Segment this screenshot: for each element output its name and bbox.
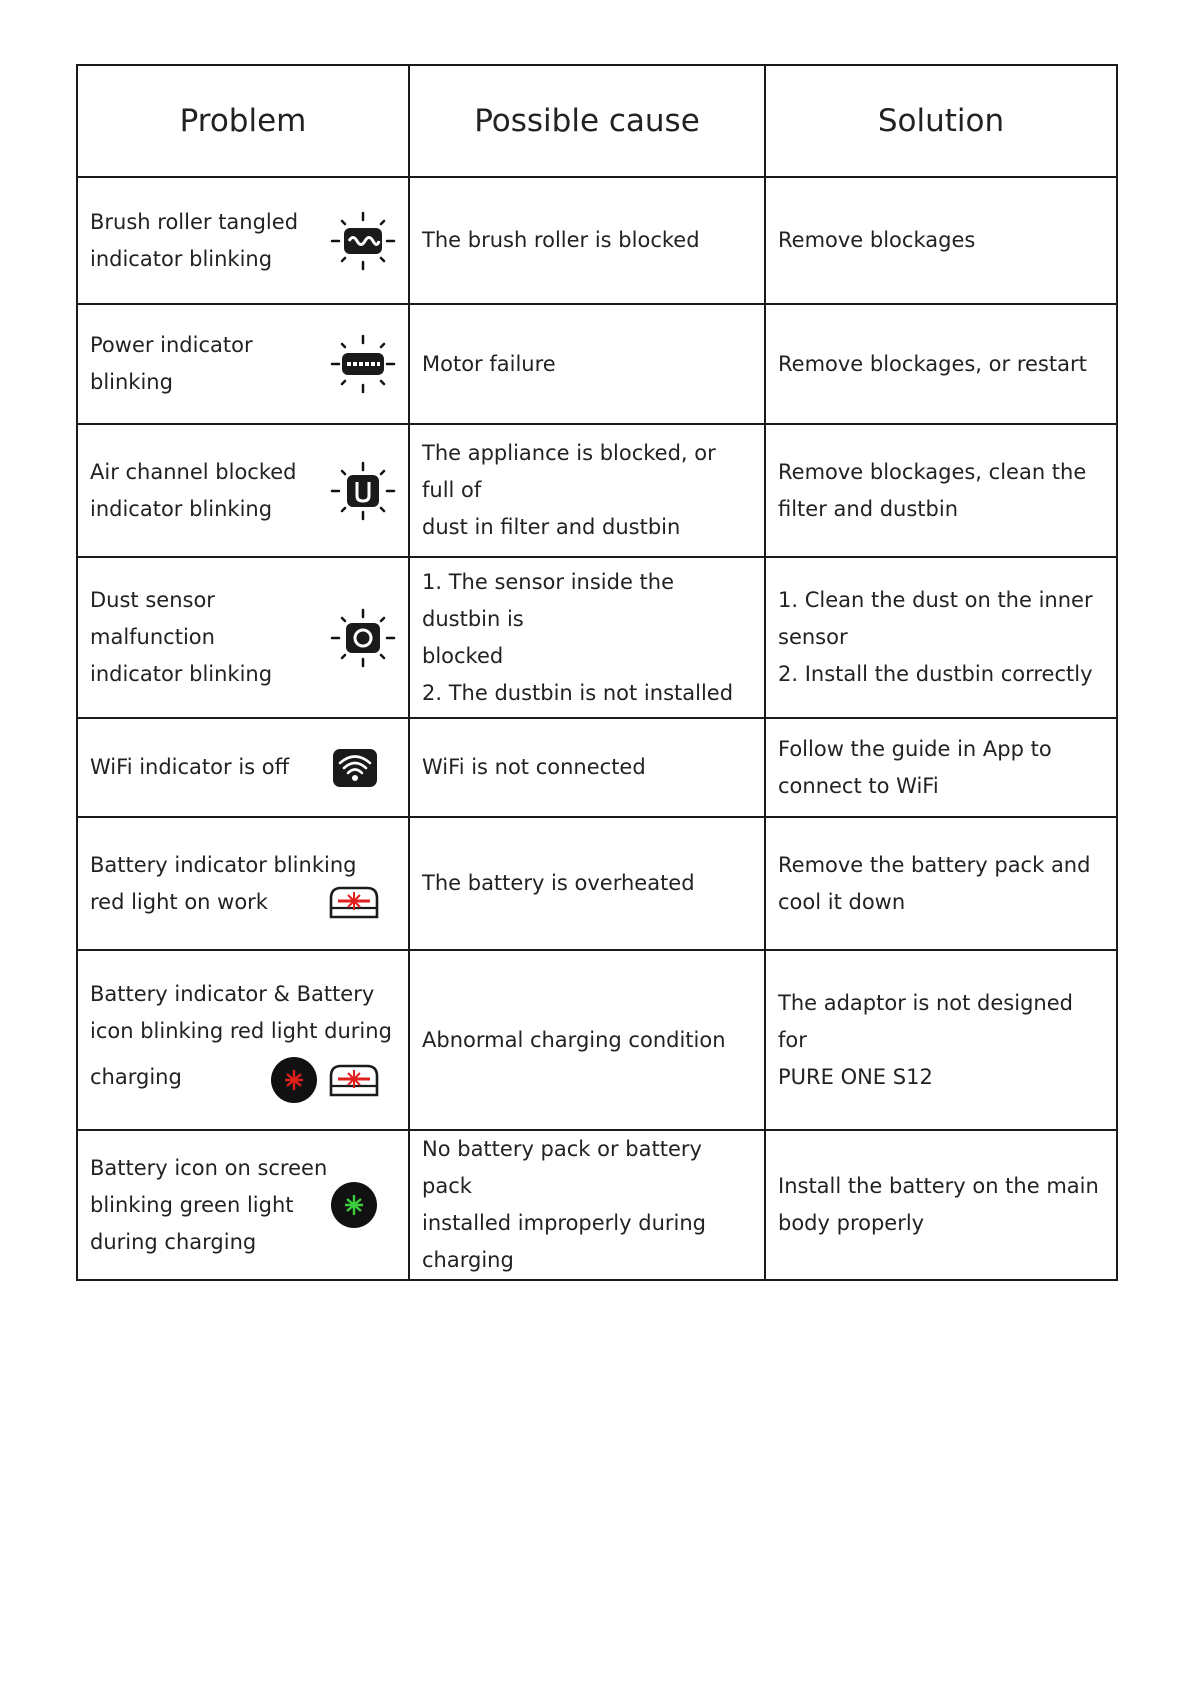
solution-cell [765, 1130, 1117, 1280]
cause-line: 1. The sensor inside the dustbin is [422, 569, 675, 631]
problem-line: WiFi indicator is off [90, 755, 290, 779]
table-row [77, 424, 1117, 557]
solution-cell [765, 557, 1117, 718]
solution-cell [765, 950, 1117, 1130]
solution-cell [765, 718, 1117, 817]
table-row [77, 1130, 1117, 1280]
problem-cell [77, 718, 409, 817]
cause-cell [409, 1130, 765, 1280]
table-row [77, 817, 1117, 950]
cause-line: 2. The dustbin is not installed [422, 680, 734, 705]
problem-cell [77, 950, 409, 1130]
cause-cell [409, 557, 765, 718]
problem-cell [77, 424, 409, 557]
solution-line: The adaptor is not designed for [778, 990, 1073, 1052]
screen-battery-red-icon [270, 1042, 318, 1104]
cause-line: dust in filter and dustbin [422, 515, 681, 539]
solution-line: connect to WiFi [778, 773, 939, 798]
solution-line: filter and dustbin [778, 496, 958, 521]
problem-line: Dust sensor malfunction [90, 588, 215, 649]
problem-line: red light on work [90, 889, 268, 914]
cause-line: The brush roller is blocked [422, 228, 700, 252]
cause-line: Motor failure [422, 351, 556, 376]
solution-cell [765, 817, 1117, 950]
solution-line: PURE ONE S12 [778, 1064, 933, 1089]
cause-cell [409, 424, 765, 557]
brush-roller-indicator-icon [330, 211, 396, 271]
solution-line: Install the battery on the main [778, 1174, 1099, 1198]
solution-cell [765, 424, 1117, 557]
header-possible-cause: Possible cause [409, 65, 765, 177]
solution-cell [765, 177, 1117, 304]
air-channel-indicator-icon [330, 461, 396, 521]
header-problem: Problem [77, 65, 409, 177]
cause-line: No battery pack or battery pack [422, 1137, 702, 1198]
power-indicator-icon [330, 334, 396, 394]
screen-battery-green-icon [330, 1181, 378, 1229]
solution-line: Follow the guide in App to [778, 736, 1052, 761]
cause-line: WiFi is not connected [422, 755, 646, 779]
cause-line: charging [422, 1248, 514, 1272]
problem-line: Power indicator [90, 333, 253, 357]
wifi-indicator-icon [332, 748, 378, 788]
cause-cell [409, 304, 765, 424]
solution-line: Remove blockages [778, 228, 976, 252]
cause-line: installed improperly during [422, 1211, 706, 1235]
problem-cell [77, 304, 409, 424]
cause-line: blocked [422, 643, 504, 668]
solution-line: cool it down [778, 889, 906, 914]
solution-line: body properly [778, 1211, 925, 1235]
problem-line: charging [90, 1064, 182, 1089]
problem-line: Brush roller tangled [90, 209, 299, 234]
cause-line: The appliance is blocked, or full of [422, 441, 716, 502]
table-row [77, 950, 1117, 1130]
table-row [77, 718, 1117, 817]
battery-indicator-red-icon [328, 884, 380, 920]
problem-line: Air channel blocked [90, 459, 297, 484]
solution-line: 2. Install the dustbin correctly [778, 662, 1093, 686]
problem-cell [77, 557, 409, 718]
problem-line: Battery icon on screen [90, 1155, 328, 1180]
cause-cell [409, 950, 765, 1130]
troubleshooting-table [76, 64, 1118, 1281]
cause-cell [409, 177, 765, 304]
solution-line: Remove the battery pack and [778, 852, 1091, 877]
problem-line: indicator blinking [90, 662, 273, 686]
table-row [77, 557, 1117, 718]
solution-line: Remove blockages, or restart [778, 351, 1087, 376]
problem-line: during charging [90, 1229, 257, 1254]
cause-line: The battery is overheated [422, 871, 695, 895]
solution-line: sensor [778, 625, 848, 649]
table-row [77, 177, 1117, 304]
solution-cell [765, 304, 1117, 424]
header-solution: Solution [765, 65, 1117, 177]
problem-line: blinking green light [90, 1192, 294, 1217]
cause-line: Abnormal charging condition [422, 1027, 726, 1052]
problem-line: icon blinking red light during [90, 1019, 392, 1043]
cause-cell [409, 718, 765, 817]
problem-cell [77, 1130, 409, 1280]
problem-line: blinking [90, 370, 173, 394]
problem-line: Battery indicator blinking [90, 852, 357, 877]
table-row [77, 304, 1117, 424]
problem-line: Battery indicator & Battery [90, 982, 375, 1006]
table-header-row [77, 65, 1117, 177]
problem-line: indicator blinking [90, 246, 273, 271]
cause-cell [409, 817, 765, 950]
problem-line: indicator blinking [90, 496, 273, 521]
problem-cell [77, 817, 409, 950]
dust-sensor-indicator-icon [330, 608, 396, 668]
battery-indicator-red-icon [328, 1048, 380, 1098]
solution-line: 1. Clean the dust on the inner [778, 588, 1093, 612]
solution-line: Remove blockages, clean the [778, 459, 1087, 484]
problem-cell [77, 177, 409, 304]
